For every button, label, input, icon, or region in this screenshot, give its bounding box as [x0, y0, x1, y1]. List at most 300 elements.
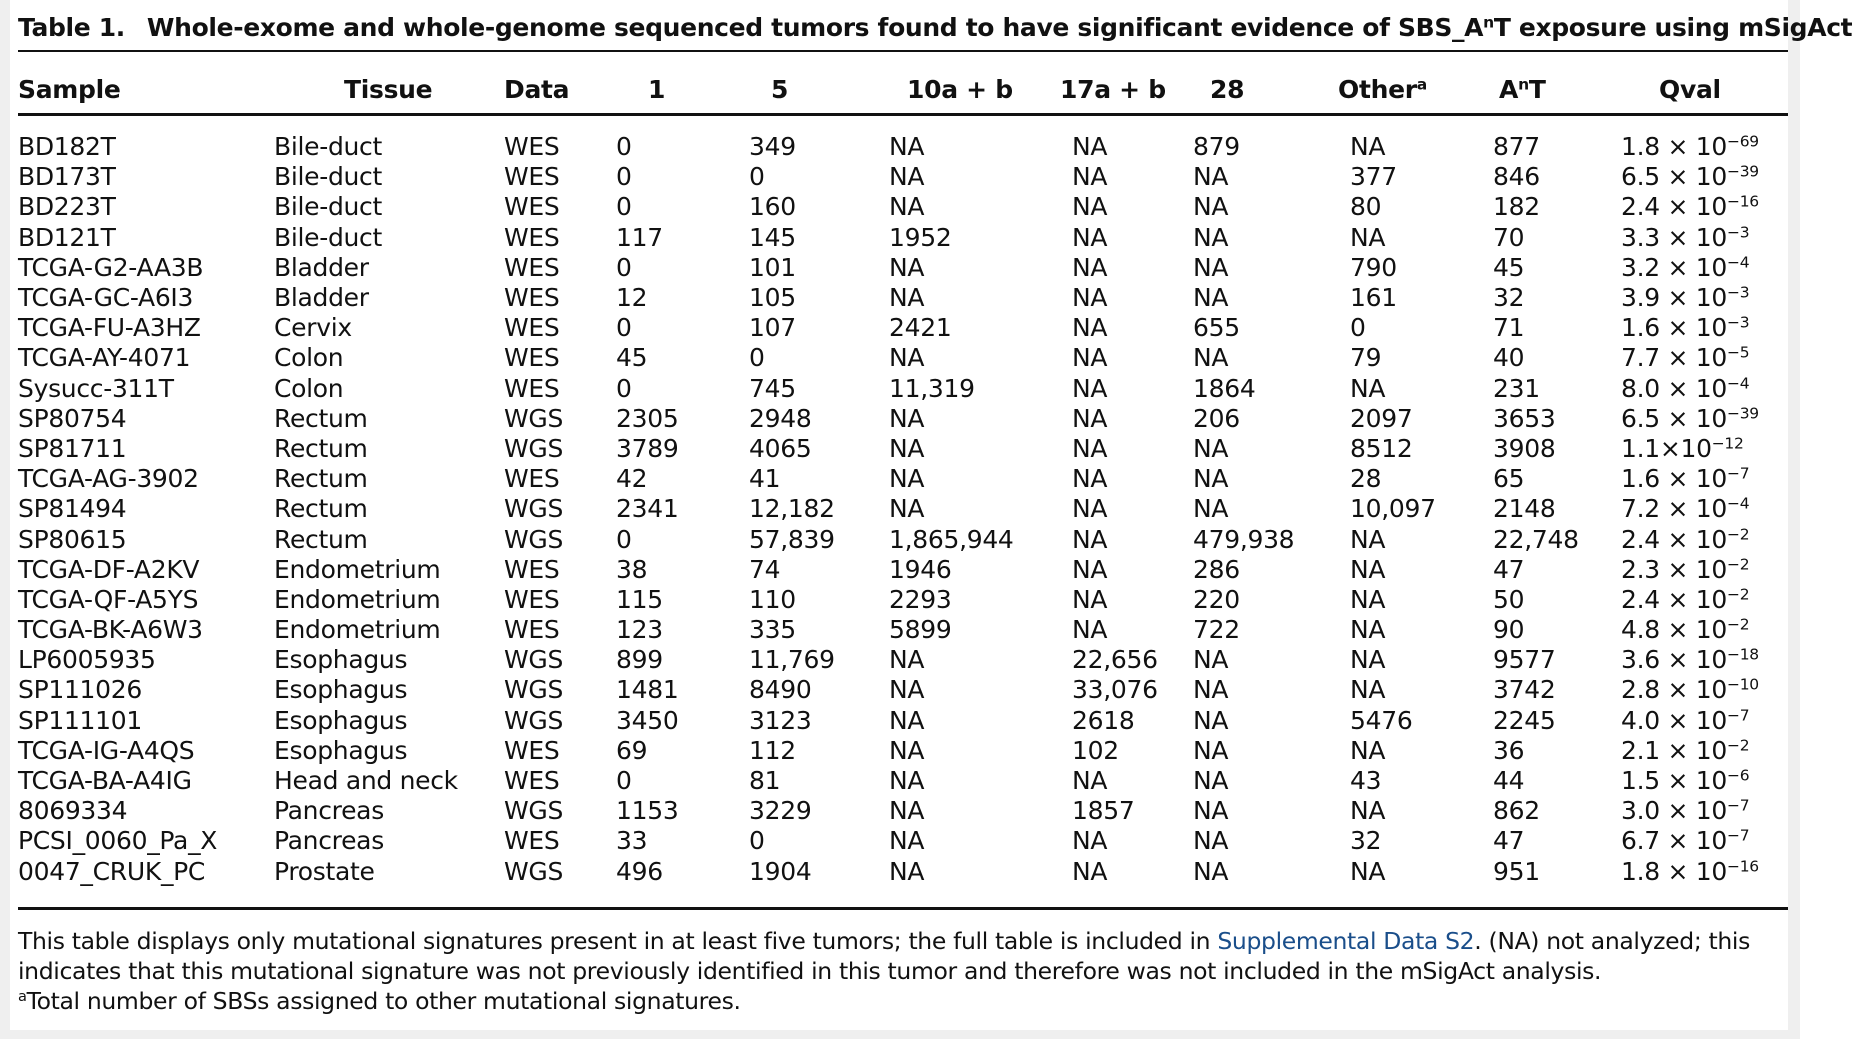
data-type-cell: WES — [504, 584, 560, 614]
data-type-cell: WGS — [504, 705, 564, 735]
qval-exponent: −7 — [1727, 796, 1750, 815]
sig-5-cell: 160 — [749, 192, 796, 222]
other-cell: NA — [1350, 856, 1386, 886]
qval-mantissa: 2.4 × 10 — [1621, 584, 1728, 614]
qval-cell — [1609, 555, 1788, 585]
table-row — [18, 796, 1788, 826]
sig-17ab-cell: NA — [1072, 162, 1108, 192]
ant-cell: 846 — [1493, 162, 1540, 192]
sig-28-cell: NA — [1193, 433, 1229, 463]
sig-28-cell: NA — [1193, 705, 1229, 735]
table-caption — [18, 12, 1852, 44]
sample-cell: TCGA-IG-A4QS — [18, 735, 195, 765]
sample-cell: TCGA-BK-A6W3 — [18, 615, 203, 645]
sig-1-cell: 3450 — [616, 705, 679, 735]
qval-cell — [1609, 645, 1788, 675]
footnote-other-note: Total number of SBSs assigned to other mutational signatures. — [26, 987, 741, 1015]
title-part-2: T exposure using mSigAct — [1493, 13, 1852, 42]
sig-5-cell: 11,769 — [749, 645, 835, 675]
ant-cell: 3653 — [1493, 403, 1556, 433]
sig-5-cell: 57,839 — [749, 524, 835, 554]
header-other-text: Other — [1338, 74, 1417, 104]
data-type-cell: WES — [504, 252, 560, 282]
table-row — [18, 223, 1788, 253]
table-row — [18, 313, 1788, 343]
sig-1-cell: 1153 — [616, 796, 679, 826]
qval-mantissa: 3.3 × 10 — [1621, 222, 1728, 252]
bottom-rule — [18, 907, 1788, 910]
sig-10ab-cell: 11,319 — [889, 373, 975, 403]
qval-mantissa: 1.8 × 10 — [1621, 856, 1728, 886]
sig-10ab-cell: 2293 — [889, 584, 952, 614]
tissue-cell: Rectum — [274, 494, 368, 524]
table-row — [18, 132, 1788, 162]
sig-5-cell: 101 — [749, 252, 796, 282]
table-title — [147, 13, 1852, 42]
sig-10ab-cell: NA — [889, 675, 925, 705]
header-sample: Sample — [18, 74, 121, 104]
ant-cell: 3908 — [1493, 433, 1556, 463]
sig-17ab-cell: NA — [1072, 252, 1108, 282]
table-row — [18, 192, 1788, 222]
sig-1-cell: 496 — [616, 856, 663, 886]
qval-mantissa: 7.7 × 10 — [1621, 343, 1728, 373]
tissue-cell: Pancreas — [274, 826, 384, 856]
table-row — [18, 736, 1788, 766]
sig-10ab-cell: NA — [889, 464, 925, 494]
sig-1-cell: 0 — [616, 132, 632, 162]
sample-cell: SP81711 — [18, 433, 127, 463]
qval-cell — [1609, 223, 1788, 253]
other-cell: 2097 — [1350, 403, 1413, 433]
sample-cell: TCGA-GC-A6I3 — [18, 283, 194, 313]
qval-exponent: −16 — [1727, 857, 1759, 876]
sig-5-cell: 12,182 — [749, 494, 835, 524]
sample-cell: SP111026 — [18, 675, 142, 705]
table-row — [18, 585, 1788, 615]
other-cell: NA — [1350, 373, 1386, 403]
qval-mantissa: 7.2 × 10 — [1621, 494, 1728, 524]
ant-cell: 50 — [1493, 584, 1525, 614]
sig-5-cell: 41 — [749, 464, 781, 494]
data-type-cell: WES — [504, 343, 560, 373]
footnote-text: This table displays only mutational signatures present in at least five tumors; the full table is included in — [18, 927, 1218, 955]
sig-10ab-cell: NA — [889, 132, 925, 162]
tissue-cell: Pancreas — [274, 796, 384, 826]
ant-cell: 45 — [1493, 252, 1525, 282]
sig-28-cell: NA — [1193, 826, 1229, 856]
sample-cell: TCGA-BA-A4IG — [18, 766, 192, 796]
qval-mantissa: 1.5 × 10 — [1621, 766, 1728, 796]
other-cell: 0 — [1350, 313, 1366, 343]
table-row — [18, 524, 1788, 554]
table-row — [18, 464, 1788, 494]
tissue-cell: Bile-duct — [274, 222, 383, 252]
qval-cell — [1609, 343, 1788, 373]
sig-10ab-cell: NA — [889, 826, 925, 856]
qval-exponent: −2 — [1727, 525, 1750, 544]
other-cell: NA — [1350, 222, 1386, 252]
sample-cell: SP81494 — [18, 494, 127, 524]
top-rule — [18, 50, 1788, 52]
sig-28-cell: NA — [1193, 192, 1229, 222]
sig-28-cell: NA — [1193, 675, 1229, 705]
sig-1-cell: 117 — [616, 222, 663, 252]
sample-cell: BD223T — [18, 192, 116, 222]
sig-10ab-cell: NA — [889, 252, 925, 282]
sig-5-cell: 1904 — [749, 856, 812, 886]
qval-mantissa: 1.1×10 — [1621, 433, 1712, 463]
table-footnote — [18, 926, 1788, 1016]
table-sheet — [10, 0, 1852, 1030]
other-cell: NA — [1350, 132, 1386, 162]
sig-28-cell: NA — [1193, 766, 1229, 796]
header-ant-text: A — [1499, 74, 1519, 104]
sample-cell: TCGA-G2-AA3B — [18, 252, 204, 282]
sig-1-cell: 0 — [616, 162, 632, 192]
table-row — [18, 766, 1788, 796]
other-cell: NA — [1350, 554, 1386, 584]
signature-table — [18, 66, 1788, 887]
footnote-line-3 — [18, 986, 1788, 1016]
other-cell: 79 — [1350, 343, 1382, 373]
sig-5-cell: 74 — [749, 554, 781, 584]
table-row — [18, 675, 1788, 705]
sig-17ab-cell: NA — [1072, 403, 1108, 433]
sig-28-cell: NA — [1193, 283, 1229, 313]
sig-5-cell: 0 — [749, 343, 765, 373]
qval-exponent: −7 — [1727, 706, 1750, 725]
data-type-cell: WES — [504, 132, 560, 162]
table-row — [18, 162, 1788, 192]
qval-cell — [1609, 374, 1788, 404]
footnote-text-end: . (NA) not analyzed; this — [1474, 927, 1750, 955]
title-superscript: n — [1483, 13, 1494, 32]
sig-5-cell: 4065 — [749, 433, 812, 463]
ant-cell: 877 — [1493, 132, 1540, 162]
ant-cell: 70 — [1493, 222, 1525, 252]
data-type-cell: WES — [504, 283, 560, 313]
qval-cell — [1609, 192, 1788, 222]
data-type-cell: WES — [504, 162, 560, 192]
other-cell: NA — [1350, 675, 1386, 705]
sig-1-cell: 38 — [616, 554, 648, 584]
qval-mantissa: 4.0 × 10 — [1621, 705, 1728, 735]
qval-mantissa: 3.0 × 10 — [1621, 796, 1728, 826]
footnote-line-2: indicates that this mutational signature was not previously identified in this tumor and therefore was not included in the mSigAct analysis. — [18, 957, 1602, 985]
ant-cell: 951 — [1493, 856, 1540, 886]
sig-28-cell: NA — [1193, 796, 1229, 826]
tissue-cell: Colon — [274, 373, 344, 403]
qval-mantissa: 8.0 × 10 — [1621, 373, 1728, 403]
sig-10ab-cell: 1952 — [889, 222, 952, 252]
tissue-cell: Endometrium — [274, 584, 441, 614]
table-row — [18, 283, 1788, 313]
spacer-cell — [18, 112, 1788, 132]
header-sig-10ab: 10a + b — [907, 74, 1013, 104]
sig-28-cell: NA — [1193, 645, 1229, 675]
other-cell: NA — [1350, 524, 1386, 554]
sig-10ab-cell: NA — [889, 403, 925, 433]
qval-mantissa: 3.2 × 10 — [1621, 252, 1728, 282]
sig-5-cell: 3229 — [749, 796, 812, 826]
tissue-cell: Bladder — [274, 283, 369, 313]
sig-28-cell: NA — [1193, 856, 1229, 886]
qval-cell — [1609, 132, 1788, 162]
sig-17ab-cell: NA — [1072, 826, 1108, 856]
tissue-cell: Bladder — [274, 252, 369, 282]
qval-cell — [1609, 434, 1788, 464]
table-row — [18, 434, 1788, 464]
tissue-cell: Rectum — [274, 524, 368, 554]
ant-cell: 22,748 — [1493, 524, 1579, 554]
qval-mantissa: 4.8 × 10 — [1621, 615, 1728, 645]
sig-28-cell: 655 — [1193, 313, 1240, 343]
ant-cell: 231 — [1493, 373, 1540, 403]
ant-cell: 36 — [1493, 735, 1525, 765]
data-type-cell: WES — [504, 313, 560, 343]
sig-28-cell: 286 — [1193, 554, 1240, 584]
ant-cell: 47 — [1493, 554, 1525, 584]
qval-exponent: −10 — [1727, 675, 1759, 694]
qval-mantissa: 2.3 × 10 — [1621, 554, 1728, 584]
qval-mantissa: 1.6 × 10 — [1621, 313, 1728, 343]
sig-5-cell: 107 — [749, 313, 796, 343]
table-row — [18, 253, 1788, 283]
qval-cell — [1609, 162, 1788, 192]
sig-5-cell: 81 — [749, 766, 781, 796]
sig-28-cell: NA — [1193, 735, 1229, 765]
sig-1-cell: 69 — [616, 735, 648, 765]
header-tissue: Tissue — [344, 74, 433, 104]
data-type-cell: WGS — [504, 494, 564, 524]
other-cell: 161 — [1350, 283, 1397, 313]
data-type-cell: WGS — [504, 403, 564, 433]
sig-5-cell: 145 — [749, 222, 796, 252]
data-type-cell: WES — [504, 192, 560, 222]
qval-mantissa: 6.5 × 10 — [1621, 162, 1728, 192]
sample-cell: BD121T — [18, 222, 116, 252]
sig-28-cell: 1864 — [1193, 373, 1256, 403]
qval-exponent: −69 — [1727, 132, 1759, 151]
other-cell: 32 — [1350, 826, 1382, 856]
sig-5-cell: 349 — [749, 132, 796, 162]
sig-1-cell: 0 — [616, 252, 632, 282]
tissue-cell: Rectum — [274, 464, 368, 494]
sig-1-cell: 899 — [616, 645, 663, 675]
table-row — [18, 343, 1788, 373]
sig-1-cell: 33 — [616, 826, 648, 856]
data-type-cell: WGS — [504, 796, 564, 826]
other-cell: 80 — [1350, 192, 1382, 222]
qval-exponent: −6 — [1727, 766, 1750, 785]
data-type-cell: WGS — [504, 524, 564, 554]
sig-10ab-cell: NA — [889, 645, 925, 675]
header-ant-suffix: T — [1528, 74, 1546, 104]
sig-17ab-cell: NA — [1072, 856, 1108, 886]
header-qval: Qval — [1659, 74, 1721, 104]
tissue-cell: Cervix — [274, 313, 352, 343]
qval-cell — [1609, 253, 1788, 283]
sig-17ab-cell: NA — [1072, 343, 1108, 373]
sample-cell: TCGA-DF-A2KV — [18, 554, 200, 584]
sig-10ab-cell: 1946 — [889, 554, 952, 584]
sig-17ab-cell: NA — [1072, 464, 1108, 494]
sig-10ab-cell: NA — [889, 494, 925, 524]
sig-10ab-cell: NA — [889, 796, 925, 826]
table-body — [18, 112, 1788, 887]
sig-17ab-cell: NA — [1072, 524, 1108, 554]
qval-exponent: −39 — [1727, 404, 1759, 423]
qval-exponent: −16 — [1727, 192, 1759, 211]
header-other-sup: a — [1416, 74, 1427, 93]
other-cell: 28 — [1350, 464, 1382, 494]
header-other — [1338, 66, 1481, 112]
sig-10ab-cell: NA — [889, 856, 925, 886]
qval-exponent: −4 — [1727, 253, 1750, 272]
ant-cell: 862 — [1493, 796, 1540, 826]
data-type-cell: WES — [504, 735, 560, 765]
other-cell: NA — [1350, 615, 1386, 645]
sig-28-cell: 220 — [1193, 584, 1240, 614]
sig-28-cell: NA — [1193, 162, 1229, 192]
sig-5-cell: 335 — [749, 615, 796, 645]
sig-5-cell: 110 — [749, 584, 796, 614]
sig-17ab-cell: 1857 — [1072, 796, 1135, 826]
other-cell: 43 — [1350, 766, 1382, 796]
qval-cell — [1609, 585, 1788, 615]
sig-5-cell: 0 — [749, 162, 765, 192]
sig-17ab-cell: NA — [1072, 433, 1108, 463]
qval-mantissa: 6.5 × 10 — [1621, 403, 1728, 433]
sample-cell: TCGA-FU-A3HZ — [18, 313, 201, 343]
sig-5-cell: 112 — [749, 735, 796, 765]
sample-cell: TCGA-AG-3902 — [18, 464, 199, 494]
table-row — [18, 706, 1788, 736]
sig-10ab-cell: NA — [889, 766, 925, 796]
sample-cell: 8069334 — [18, 796, 128, 826]
qval-cell — [1609, 766, 1788, 796]
other-cell: 790 — [1350, 252, 1397, 282]
sample-cell: Sysucc-311T — [18, 373, 174, 403]
qval-cell — [1609, 464, 1788, 494]
ant-cell: 71 — [1493, 313, 1525, 343]
sig-17ab-cell: 102 — [1072, 735, 1119, 765]
tissue-cell: Endometrium — [274, 554, 441, 584]
sig-17ab-cell: NA — [1072, 313, 1108, 343]
sig-17ab-cell: 33,076 — [1072, 675, 1158, 705]
other-cell: 377 — [1350, 162, 1397, 192]
qval-cell — [1609, 736, 1788, 766]
sig-10ab-cell: NA — [889, 283, 925, 313]
sig-5-cell: 745 — [749, 373, 796, 403]
qval-cell — [1609, 615, 1788, 645]
qval-exponent: −7 — [1727, 464, 1750, 483]
qval-cell — [1609, 857, 1788, 887]
sig-28-cell: NA — [1193, 494, 1229, 524]
qval-exponent: −3 — [1727, 283, 1750, 302]
header-sig-1: 1 — [648, 74, 666, 104]
sig-28-cell: NA — [1193, 343, 1229, 373]
sig-17ab-cell: NA — [1072, 283, 1108, 313]
sig-17ab-cell: NA — [1072, 132, 1108, 162]
sig-5-cell: 8490 — [749, 675, 812, 705]
sig-28-cell: 206 — [1193, 403, 1240, 433]
header-ant — [1481, 66, 1609, 112]
qval-exponent: −7 — [1727, 826, 1750, 845]
other-cell: NA — [1350, 645, 1386, 675]
header-ant-sup: n — [1518, 74, 1529, 93]
data-type-cell: WES — [504, 826, 560, 856]
qval-mantissa: 3.6 × 10 — [1621, 645, 1728, 675]
qval-cell — [1609, 706, 1788, 736]
sig-28-cell: NA — [1193, 222, 1229, 252]
other-cell: NA — [1350, 584, 1386, 614]
qval-cell — [1609, 404, 1788, 434]
sig-17ab-cell: 22,656 — [1072, 645, 1158, 675]
table-row — [18, 826, 1788, 856]
data-type-cell: WES — [504, 464, 560, 494]
tissue-cell: Prostate — [274, 856, 375, 886]
other-cell: NA — [1350, 735, 1386, 765]
data-type-cell: WGS — [504, 433, 564, 463]
sig-1-cell: 0 — [616, 373, 632, 403]
supplemental-data-link[interactable]: Supplemental Data S2 — [1217, 927, 1475, 955]
sample-cell: TCGA-AY-4071 — [18, 343, 191, 373]
qval-exponent: −3 — [1727, 313, 1750, 332]
ant-cell: 40 — [1493, 343, 1525, 373]
sig-17ab-cell: NA — [1072, 766, 1108, 796]
qval-mantissa: 2.1 × 10 — [1621, 735, 1728, 765]
sig-5-cell: 105 — [749, 283, 796, 313]
sig-1-cell: 3789 — [616, 433, 679, 463]
tissue-cell: Bile-duct — [274, 162, 383, 192]
sig-10ab-cell: NA — [889, 343, 925, 373]
ant-cell: 3742 — [1493, 675, 1556, 705]
qval-cell — [1609, 283, 1788, 313]
qval-mantissa: 3.9 × 10 — [1621, 283, 1728, 313]
sample-cell: BD173T — [18, 162, 116, 192]
tissue-cell: Colon — [274, 343, 344, 373]
qval-cell — [1609, 796, 1788, 826]
data-type-cell: WES — [504, 554, 560, 584]
ant-cell: 182 — [1493, 192, 1540, 222]
sample-cell: BD182T — [18, 132, 116, 162]
table-row — [18, 615, 1788, 645]
footnote-line-1 — [18, 926, 1788, 956]
sig-10ab-cell: 1,865,944 — [889, 524, 1014, 554]
sample-cell: LP6005935 — [18, 645, 156, 675]
sig-10ab-cell: 5899 — [889, 615, 952, 645]
sig-17ab-cell: NA — [1072, 222, 1108, 252]
footnote-marker: a — [18, 988, 27, 1005]
ant-cell: 90 — [1493, 615, 1525, 645]
sig-17ab-cell: NA — [1072, 584, 1108, 614]
tissue-cell: Endometrium — [274, 615, 441, 645]
header-data: Data — [504, 74, 570, 104]
sig-10ab-cell: NA — [889, 705, 925, 735]
ant-cell: 47 — [1493, 826, 1525, 856]
sample-cell: PCSI_0060_Pa_X — [18, 826, 218, 856]
ant-cell: 2245 — [1493, 705, 1556, 735]
sig-17ab-cell: NA — [1072, 554, 1108, 584]
sig-28-cell: 479,938 — [1193, 524, 1295, 554]
sig-17ab-cell: NA — [1072, 494, 1108, 524]
header-spacer — [18, 112, 1788, 132]
header-row — [18, 66, 1788, 112]
sig-5-cell: 2948 — [749, 403, 812, 433]
sig-28-cell: 722 — [1193, 615, 1240, 645]
